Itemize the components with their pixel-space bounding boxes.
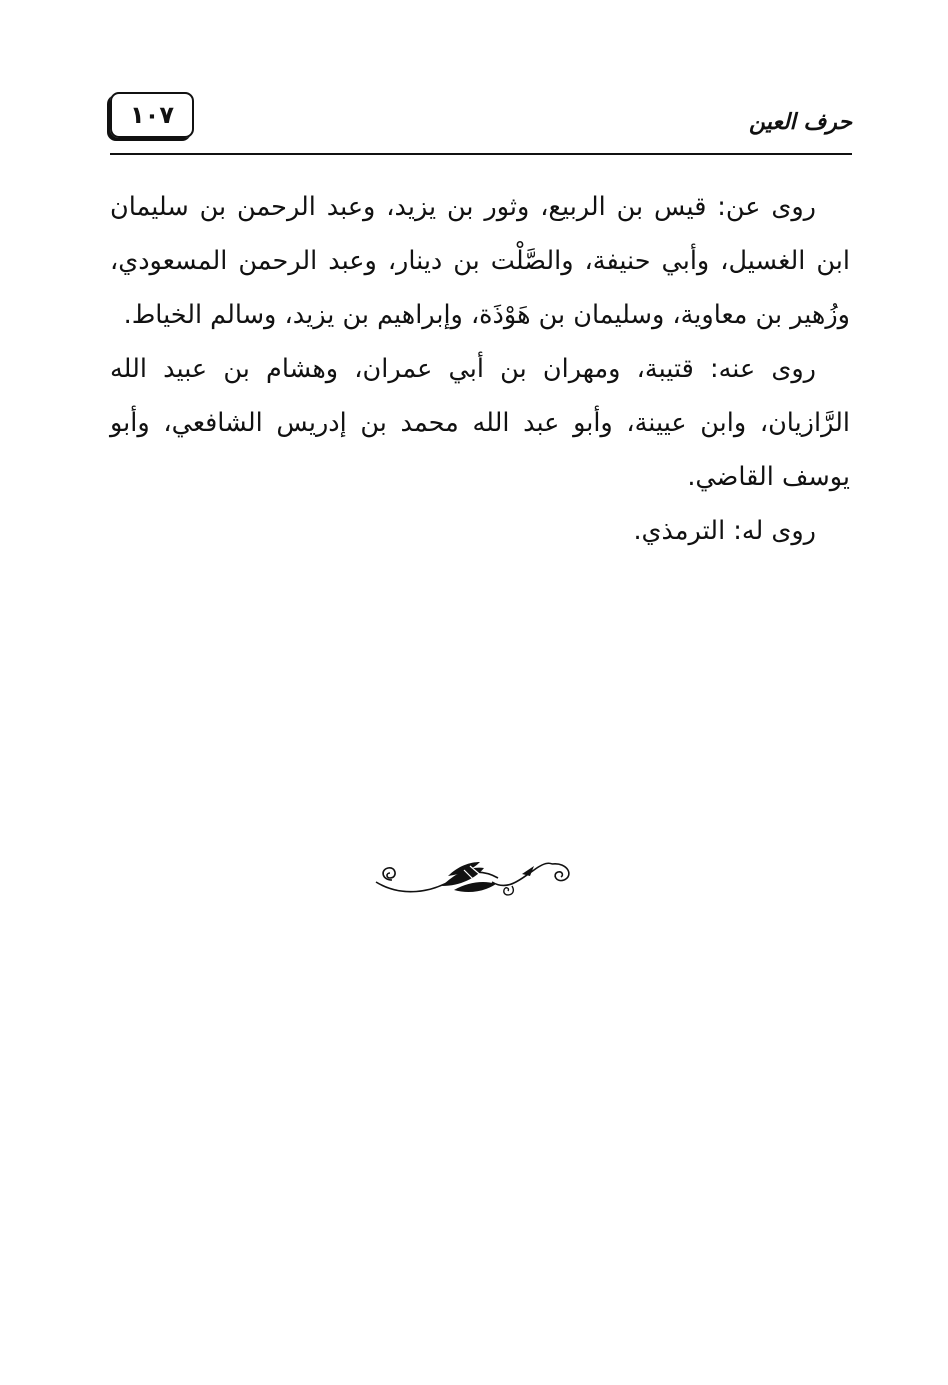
page-number xyxy=(110,92,194,138)
floral-divider-icon xyxy=(372,852,582,902)
paragraph-narrated-for xyxy=(110,504,850,558)
entry-body xyxy=(110,180,850,558)
paragraph-narrated-by xyxy=(110,342,850,504)
paragraph-text: روى له: الترمذي. xyxy=(633,516,816,546)
page-number-text: ١٠٧ xyxy=(130,101,174,129)
page-header xyxy=(110,88,852,158)
header-rule xyxy=(110,153,852,155)
running-head: حرف العين xyxy=(748,110,852,135)
paragraph-text: روى عن: قيس بن الربيع، وثور بن يزيد، وعبد الرحمن بن سليمان ابن الغسيل، وأبي حنيفة، والصَّلْت بن دينار، وعبد الرحمن المسعودي، وزُهير بن معاوية، وسليمان بن هَوْذَة، وإبراهيم بن يزيد، وسالم الخياط. xyxy=(110,192,850,330)
paragraph-text: روى عنه: قتيبة، ومهران بن أبي عمران، وهشام بن عبيد الله الرَّازيان، وابن عيينة، وأبو عبد الله محمد بن إدريس الشافعي، وأبو يوسف القاضي. xyxy=(110,354,850,492)
paragraph-narrated-from xyxy=(110,180,850,342)
